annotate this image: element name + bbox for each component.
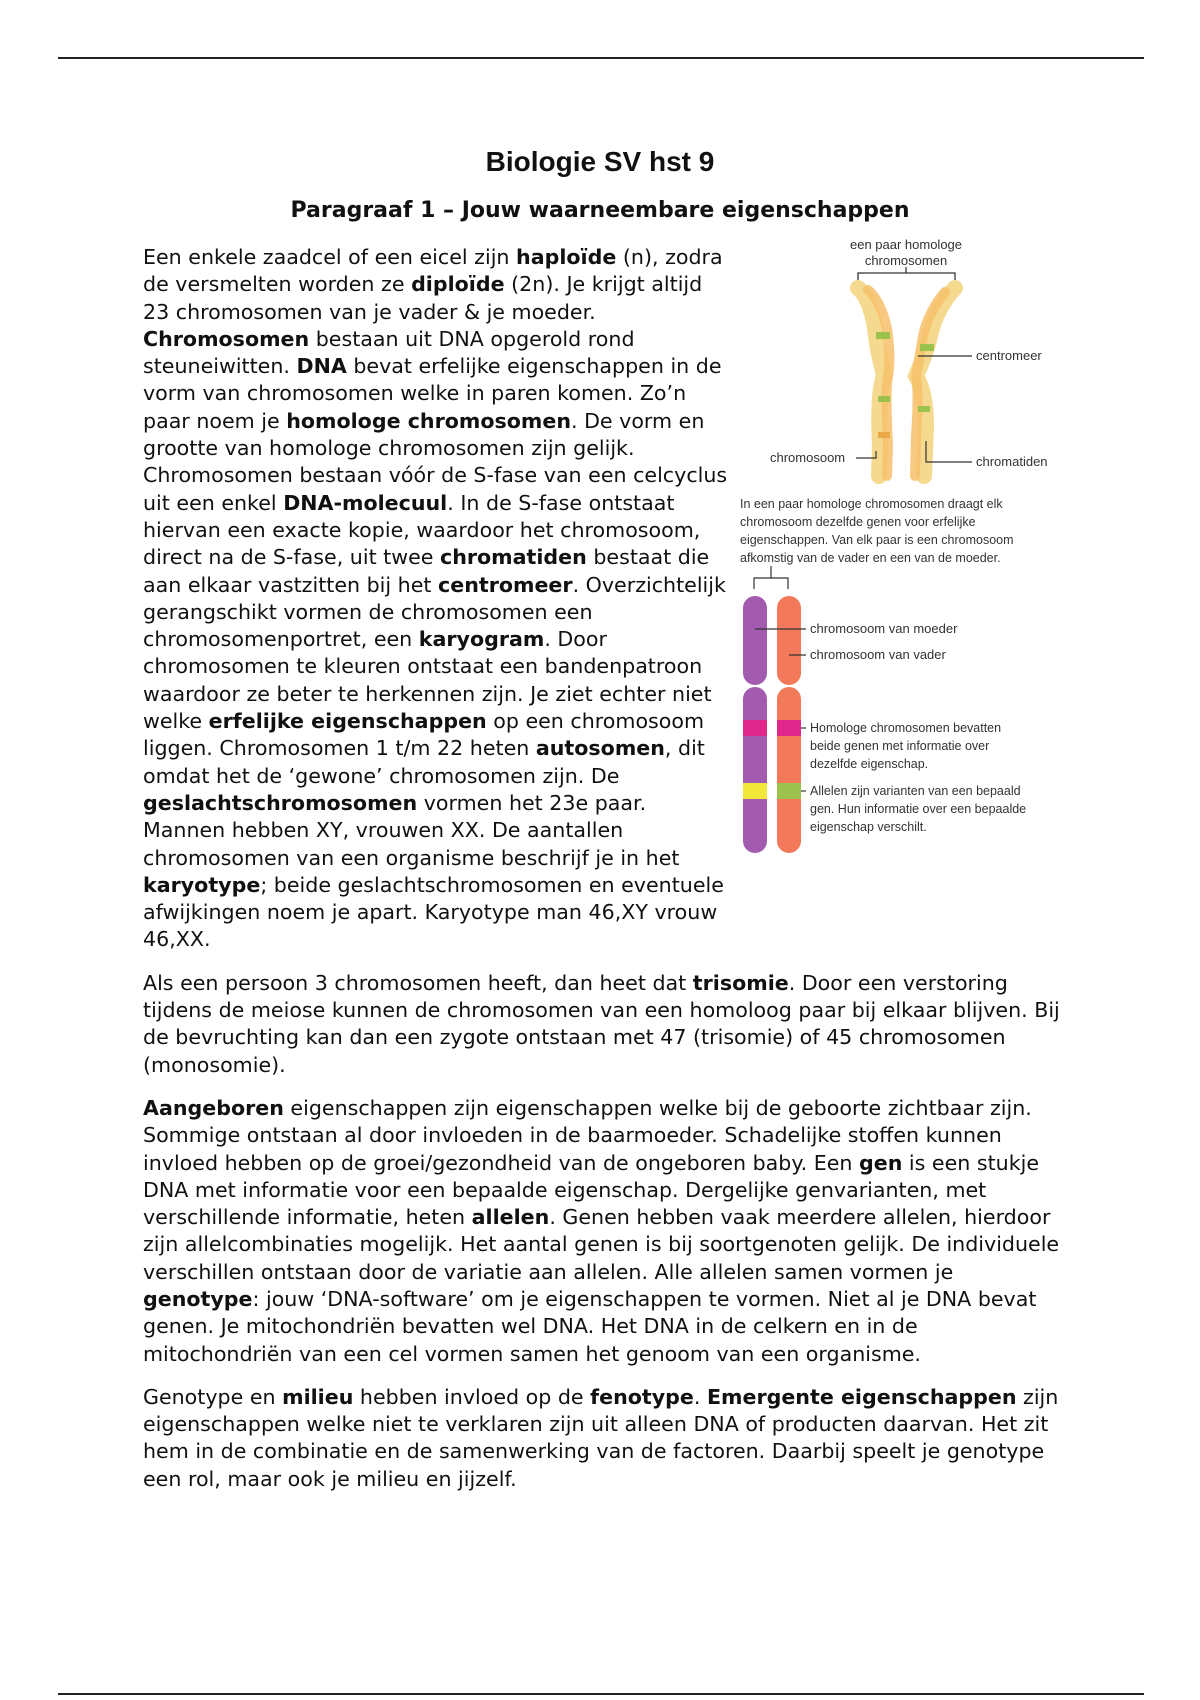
- caption-line-4: afkomstig van de vader en een van de moeder.: [740, 551, 1001, 565]
- moeder-label: chromosoom van moeder: [810, 621, 958, 636]
- gene-band-paternal: [777, 720, 801, 736]
- text-run: (2n). Je krijgt altijd 23 chromosomen van je vader & je moeder.: [143, 272, 703, 324]
- text-run: hebben invloed op de: [353, 1384, 591, 1409]
- section-subtitle: Paragraaf 1 – Jouw waarneembare eigenschappen: [290, 198, 910, 223]
- text-run: eigenschappen zijn eigenschappen welke bij de geboorte zichtbaar zijn. Sommige ontstaan al door invloeden in de baarmoeder. Schadelijke stoffen kunnen invloed hebben op de groei/gezondheid van de ongeboren baby. Een: [143, 1095, 1032, 1175]
- bold-term: Aangeboren: [143, 1095, 284, 1120]
- allele-band-paternal: [777, 783, 801, 799]
- paragraph: [143, 1095, 1068, 1368]
- text-run: . De vorm en grootte van homologe chromosomen zijn gelijk. Chromosomen bestaan vóór de S-fase van een celcyclus uit een enkel: [143, 408, 728, 515]
- chromosoom-label: chromosoom: [770, 450, 846, 465]
- text-run: .: [693, 1384, 707, 1409]
- chromosome-x-left: [858, 288, 890, 476]
- chromatiden-label: chromatiden: [976, 454, 1048, 469]
- text-run: op een chromosoom liggen. Chromosomen 1 t/m 22 heten: [143, 709, 705, 761]
- bold-term: karyogram: [418, 627, 545, 652]
- text-run: Een enkele zaadcel of een eicel zijn: [143, 245, 517, 269]
- bold-term: Emergente eigenschappen: [706, 1384, 1017, 1409]
- gene-note-line-2: beide genen met informatie over: [810, 739, 990, 753]
- text-run: . Genen hebben vaak meerdere allelen, hierdoor zijn allelcombinaties mogelijk. Het aantal genen is bij soortgenoten gelijk. De individuele verschillen ontstaan door de variatie aan allelen. Alle allelen samen vormen je: [143, 1205, 1060, 1284]
- document-body: [143, 237, 1068, 1509]
- vader-label: chromosoom van vader: [810, 647, 946, 662]
- text-run: (n), zodra de versmelten worden ze: [143, 245, 723, 297]
- text-run: bevat erfelijke eigenschappen in de vorm van chromosomen welke in paren komen. Zo’n paar noem je: [143, 354, 722, 433]
- pair-bracket: [858, 273, 955, 280]
- bold-term: diploïde: [411, 272, 505, 297]
- text-run: . Door een verstoring tijdens de meiose kunnen de chromosomen van een homoloog paar bij elkaar blijven. Bij de bevruchting kan dan een zygote ontstaan met 47 (trisomie) of 45 chromosomen (monosomie).: [143, 970, 1060, 1077]
- allele-note-line-2: gen. Hun informatie over een bepaalde: [810, 802, 1027, 816]
- band-green: [876, 332, 890, 339]
- paragraph: [143, 1384, 1068, 1493]
- chromosome-x-right: [915, 288, 955, 476]
- bold-term: Chromosomen: [143, 326, 310, 351]
- bold-term: homologe chromosomen: [286, 408, 571, 433]
- chromosome-illustration: [740, 236, 1086, 894]
- bold-term: centromeer: [438, 572, 573, 597]
- footer-rule: [58, 1693, 1144, 1695]
- bold-term: gen: [859, 1150, 903, 1175]
- bold-term: chromatiden: [440, 545, 587, 570]
- maternal-chromosome: [743, 596, 767, 853]
- text-run: bestaan uit DNA opgerold rond steuneiwitten.: [143, 326, 635, 379]
- caption-line-1: In een paar homologe chromosomen draagt elk: [740, 497, 1003, 511]
- chromosome-figure: [740, 236, 1086, 894]
- text-run: is een stukje DNA met informatie voor een bepaalde eigenschap. Dergelijke genvarianten, met verschillende informatie, heten: [143, 1150, 1040, 1230]
- allele-band-maternal: [743, 783, 767, 799]
- text-run: vormen het 23e paar. Mannen hebben XY, vrouwen XX. De aantallen chromosomen van een organisme beschrijf je in het: [143, 790, 680, 870]
- gene-note-line-1: Homologe chromosomen bevatten: [810, 721, 1002, 735]
- bold-term: DNA-molecuul: [283, 490, 448, 515]
- caption-line-3: eigenschappen. Van elk paar is een chromosoom: [740, 533, 1014, 547]
- gene-band-maternal: [743, 720, 767, 736]
- bold-term: haploïde: [516, 245, 617, 269]
- centromeer-label: centromeer: [976, 348, 1042, 363]
- bold-term: genotype: [143, 1286, 253, 1311]
- pair-label: een paar homologe: [849, 237, 963, 252]
- header-rule: [58, 57, 1144, 59]
- text-run: , dit omdat het de ‘gewone’ chromosomen zijn. De: [143, 736, 705, 788]
- text-run: . Overzichtelijk gerangschikt vormen de chromosomen een chromosomenportret, een: [143, 572, 726, 652]
- paragraph: [143, 970, 1068, 1079]
- text-run: Genotype en: [143, 1384, 283, 1409]
- text-run: : jouw ‘DNA-software’ om je eigenschappen te vormen. Niet al je DNA bevat genen. Je mitochondriën bevatten wel DNA. Het DNA in de celkern en in de mitochondriën van een cel vormen samen het genoom van een organisme.: [143, 1286, 1037, 1366]
- bold-term: trisomie: [692, 970, 789, 995]
- pair-label-2: chromosomen: [864, 253, 948, 268]
- paternal-chromosome: [777, 596, 801, 853]
- bold-term: karyotype: [143, 872, 261, 897]
- bold-term: DNA: [296, 354, 347, 379]
- bold-term: erfelijke eigenschappen: [208, 709, 487, 734]
- text-run: bestaat die aan elkaar vastzitten bij het: [143, 545, 710, 597]
- text-run: . In de S-fase ontstaat hiervan een exacte kopie, waardoor het chromosoom, direct na de S-fase, uit twee: [143, 490, 701, 570]
- allele-note-line-1: Allelen zijn varianten van een bepaald: [810, 784, 1021, 798]
- bold-term: milieu: [282, 1384, 354, 1409]
- gene-note-line-3: dezelfde eigenschap.: [810, 757, 929, 771]
- bold-term: autosomen: [535, 736, 665, 761]
- text-run: ; beide geslachtschromosomen en eventuele afwijkingen noem je apart. Karyotype man 46,XY vrouw 46,XX.: [143, 872, 724, 952]
- homolog-bracket: [754, 578, 788, 589]
- bold-term: geslachtschromosomen: [143, 790, 418, 815]
- bold-term: allelen: [471, 1205, 550, 1230]
- bold-term: fenotype: [590, 1384, 694, 1409]
- caption-line-2: chromosoom dezelfde genen voor erfelijke: [740, 515, 976, 529]
- text-run: . Door chromosomen te kleuren ontstaat een bandenpatroon waardoor ze beter te herkennen zijn. Je ziet echter niet welke: [143, 627, 712, 734]
- text-run: zijn eigenschappen welke niet te verklaren zijn uit alleen DNA of producten daarvan. Het zit hem in de combinatie en de samenwerking van de factoren. Daarbij speelt je genotype een rol, maar ook je milieu en jijzelf.: [143, 1384, 1059, 1491]
- text-run: Als een persoon 3 chromosomen heeft, dan heet dat: [143, 970, 693, 995]
- document-title: Biologie SV hst 9: [485, 146, 715, 177]
- allele-note-line-3: eigenschap verschilt.: [810, 820, 927, 834]
